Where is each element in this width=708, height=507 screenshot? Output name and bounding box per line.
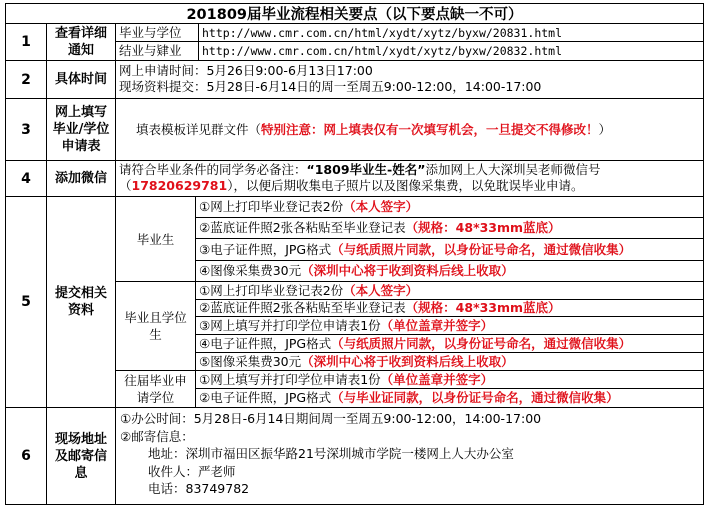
group-previous-label: 往届毕业申请学位: [116, 371, 196, 408]
mail-info-heading: ②邮寄信息：: [120, 428, 194, 444]
wechat-purpose: ，以便后期收集电子照片以及图像采集费，以免耽误毕业申请。: [233, 178, 584, 193]
row-3-label: 网上填写毕业/学位申请表: [47, 99, 116, 161]
row-5-label: 提交相关资料: [47, 197, 116, 408]
wechat-phone-open: （: [119, 178, 132, 193]
mail-phone: 电话：83749782: [148, 481, 250, 496]
row-1-number: 1: [5, 24, 47, 61]
table-title: 201809届毕业流程相关要点（以下要点缺一不可）: [5, 3, 704, 24]
graduate-item-2: ②蓝底证件照2张各粘贴至毕业登记表 （规格：48*33mm蓝底）: [196, 218, 704, 239]
group-degree-label: 毕业且学位生: [116, 282, 196, 371]
wechat-cell: [116, 161, 704, 197]
graduate-item-4: ④图像采集费30元 （深圳中心将于收到资料后线上收取）: [196, 261, 704, 282]
row-6-label: 现场地址及邮寄信息: [47, 408, 116, 505]
office-hours: ①办公时间：5月28日-6月14日期间周一至周五9:00-12:00，14:00-17:00: [120, 411, 542, 426]
graduate-item-1: ①网上打印毕业登记表2份 （本人签字）: [196, 197, 704, 218]
degree-item-2: ②蓝底证件照2张各粘贴至毕业登记表 （规格：48*33mm蓝底）: [196, 300, 704, 317]
form-template-text: 填表模板详见群文件（: [136, 121, 262, 137]
link-1-name: 毕业与学位: [116, 24, 199, 42]
graduate-item-3: ③电子证件照，JPG格式 （与纸质照片同款，以身份证号命名，通过微信收集）: [196, 239, 704, 261]
row-6-number: 6: [5, 408, 47, 505]
form-template-cell: [116, 99, 704, 161]
link-2-name: 结业与肄业: [116, 42, 199, 61]
degree-item-3: ③网上填写并打印学位申请表1份 （单位盖章并签字）: [196, 317, 704, 335]
link-2-url[interactable]: http://www.cmr.com.cn/html/xydt/xytz/byxw/20832.html: [199, 42, 704, 61]
group-graduate-label: 毕业生: [116, 197, 196, 282]
degree-item-1: ①网上打印毕业登记表2份 （本人签字）: [196, 282, 704, 300]
online-application-time: 网上申请时间：5月26日9:00-6月13日17:00: [119, 63, 373, 78]
degree-item-5: ⑤图像采集费30元 （深圳中心将于收到资料后线上收取）: [196, 353, 704, 371]
row-4-label: 添加微信: [47, 161, 116, 197]
previous-item-2: ②电子证件照，JPG格式 （与毕业证同款，以身份证号命名，通过微信收集）: [196, 389, 704, 408]
row-5-number: 5: [5, 197, 47, 408]
link-1-url[interactable]: http://www.cmr.com.cn/html/xydt/xytz/byxw/20831.html: [199, 24, 704, 42]
form-template-close: ）: [598, 121, 612, 137]
row-2-label: 具体时间: [47, 61, 116, 99]
wechat-id: 17820629781: [131, 178, 228, 193]
wechat-remark: “1809毕业生-姓名”: [306, 162, 426, 177]
wechat-phone-close: ）: [227, 178, 234, 193]
mail-recipient: 收件人：严老师: [148, 463, 236, 479]
wechat-instruction: 请符合毕业条件的同学务必备注：: [119, 162, 307, 177]
mail-address: 地址：深圳市福田区振华路21号深圳城市学院一楼网上人大办公室: [148, 446, 514, 461]
form-warning: 特别注意：网上填表仅有一次填写机会，一旦提交不得修改！: [261, 121, 599, 137]
degree-item-4: ④电子证件照，JPG格式 （与纸质照片同款，以身份证号命名，通过微信收集）: [196, 335, 704, 353]
row-2-number: 2: [5, 61, 47, 99]
row-4-number: 4: [5, 161, 47, 197]
previous-item-1: ①网上填写并打印学位申请表1份 （单位盖章并签字）: [196, 371, 704, 389]
address-cell: [116, 408, 704, 505]
wechat-add-text: 添加网上人大深圳吴老师微信号: [425, 162, 601, 177]
row-1-label: 查看详细通知: [47, 24, 116, 61]
onsite-submission-time: 现场资料提交：5月28日-6月14日的周一至周五9:00-12:00，14:00-17:00: [119, 79, 542, 94]
schedule-cell: [116, 61, 704, 99]
row-3-number: 3: [5, 99, 47, 161]
